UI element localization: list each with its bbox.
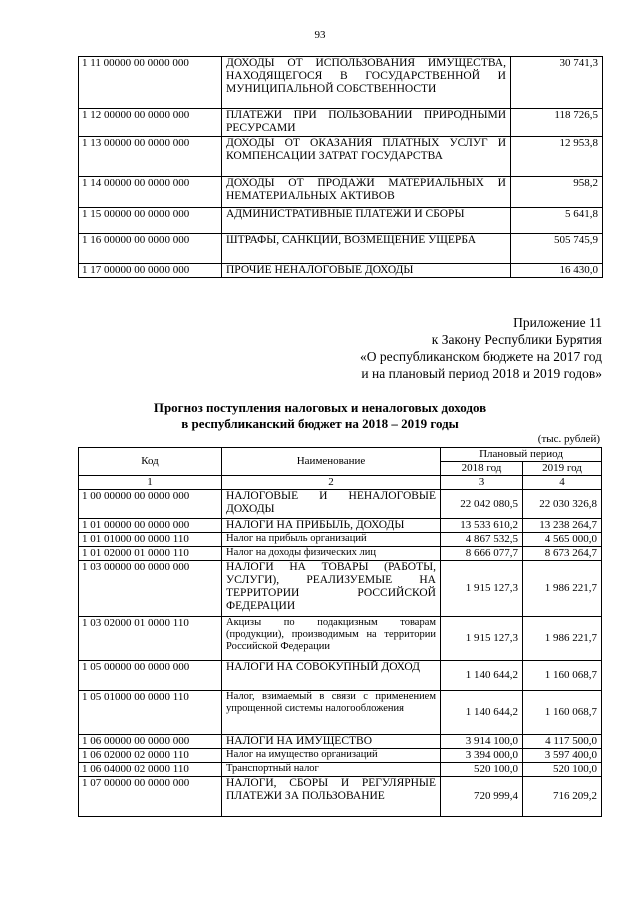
row-value: 16 430,0 bbox=[511, 264, 603, 278]
table-row bbox=[79, 137, 603, 177]
row-name: Налог на доходы физических лиц bbox=[222, 547, 441, 561]
header-name: Наименование bbox=[222, 448, 441, 476]
header-period: Плановый период bbox=[441, 448, 602, 462]
row-name: ДОХОДЫ ОТ ИСПОЛЬЗОВАНИЯ ИМУЩЕСТВА, НАХОДЯЩЕГОСЯ В ГОСУДАРСТВЕННОЙ И МУНИЦИПАЛЬНОЙ СОБСТВЕННОСТИ bbox=[222, 57, 511, 109]
header-year-2019: 2019 год bbox=[523, 462, 602, 476]
row-name: Акцизы по подакцизным товарам (продукции), производимым на территории Российской Федерации bbox=[222, 617, 441, 661]
row-2018: 8 666 077,7 bbox=[441, 547, 523, 561]
row-2019: 1 160 068,7 bbox=[523, 661, 602, 691]
row-code: 1 15 00000 00 0000 000 bbox=[79, 208, 222, 234]
column-numbers-row bbox=[79, 476, 602, 490]
row-2018: 3 394 000,0 bbox=[441, 749, 523, 763]
row-code: 1 01 01000 00 0000 110 bbox=[79, 533, 222, 547]
row-2018: 22 042 080,5 bbox=[441, 490, 523, 519]
row-code: 1 13 00000 00 0000 000 bbox=[79, 137, 222, 177]
row-value: 5 641,8 bbox=[511, 208, 603, 234]
table-row bbox=[79, 749, 602, 763]
row-code: 1 03 00000 00 0000 000 bbox=[79, 561, 222, 617]
row-name: ПЛАТЕЖИ ПРИ ПОЛЬЗОВАНИИ ПРИРОДНЫМИ РЕСУРСАМИ bbox=[222, 109, 511, 137]
row-2019: 716 209,2 bbox=[523, 777, 602, 817]
row-2018: 13 533 610,2 bbox=[441, 519, 523, 533]
appendix-line: Приложение 11 bbox=[513, 315, 602, 330]
appendix-line: к Закону Республики Бурятия bbox=[431, 332, 602, 347]
row-name: ПРОЧИЕ НЕНАЛОГОВЫЕ ДОХОДЫ bbox=[222, 264, 511, 278]
table-row bbox=[79, 234, 603, 264]
appendix-heading bbox=[360, 314, 602, 382]
row-2018: 720 999,4 bbox=[441, 777, 523, 817]
row-name: НАЛОГИ НА СОВОКУПНЫЙ ДОХОД bbox=[222, 661, 441, 691]
column-number: 4 bbox=[523, 476, 602, 490]
table-row bbox=[79, 661, 602, 691]
title-line: в республиканский бюджет на 2018 – 2019 годы bbox=[181, 416, 459, 431]
table-row bbox=[79, 57, 603, 109]
row-name: ДОХОДЫ ОТ ПРОДАЖИ МАТЕРИАЛЬНЫХ И НЕМАТЕРИАЛЬНЫХ АКТИВОВ bbox=[222, 177, 511, 208]
row-code: 1 01 02000 01 0000 110 bbox=[79, 547, 222, 561]
row-code: 1 05 01000 00 0000 110 bbox=[79, 691, 222, 735]
row-code: 1 03 02000 01 0000 110 bbox=[79, 617, 222, 661]
table-row bbox=[79, 617, 602, 661]
row-2018: 1 140 644,2 bbox=[441, 661, 523, 691]
row-2018: 1 915 127,3 bbox=[441, 617, 523, 661]
row-2018: 3 914 100,0 bbox=[441, 735, 523, 749]
table-row bbox=[79, 208, 603, 234]
row-name: ДОХОДЫ ОТ ОКАЗАНИЯ ПЛАТНЫХ УСЛУГ И КОМПЕНСАЦИИ ЗАТРАТ ГОСУДАРСТВА bbox=[222, 137, 511, 177]
row-name: НАЛОГИ НА ПРИБЫЛЬ, ДОХОДЫ bbox=[222, 519, 441, 533]
table-row bbox=[79, 177, 603, 208]
table-row bbox=[79, 547, 602, 561]
nontax-revenue-table bbox=[78, 56, 603, 278]
row-value: 505 745,9 bbox=[511, 234, 603, 264]
row-code: 1 17 00000 00 0000 000 bbox=[79, 264, 222, 278]
row-code: 1 05 00000 00 0000 000 bbox=[79, 661, 222, 691]
row-code: 1 06 00000 00 0000 000 bbox=[79, 735, 222, 749]
row-code: 1 06 02000 02 0000 110 bbox=[79, 749, 222, 763]
page-number: 93 bbox=[314, 29, 326, 41]
appendix-line: и на плановый период 2018 и 2019 годов» bbox=[361, 366, 602, 381]
header-code: Код bbox=[79, 448, 222, 476]
table-row bbox=[79, 691, 602, 735]
table-row bbox=[79, 519, 602, 533]
row-2019: 22 030 326,8 bbox=[523, 490, 602, 519]
row-2018: 520 100,0 bbox=[441, 763, 523, 777]
table-row bbox=[79, 777, 602, 817]
column-number: 3 bbox=[441, 476, 523, 490]
row-code: 1 12 00000 00 0000 000 bbox=[79, 109, 222, 137]
row-name: НАЛОГОВЫЕ И НЕНАЛОГОВЫЕ ДОХОДЫ bbox=[222, 490, 441, 519]
row-2019: 1 986 221,7 bbox=[523, 561, 602, 617]
table-row bbox=[79, 490, 602, 519]
row-value: 12 953,8 bbox=[511, 137, 603, 177]
row-2019: 3 597 400,0 bbox=[523, 749, 602, 763]
title-line: Прогноз поступления налоговых и неналоговых доходов bbox=[153, 400, 487, 415]
row-code: 1 16 00000 00 0000 000 bbox=[79, 234, 222, 264]
forecast-table bbox=[78, 447, 602, 817]
table-row bbox=[79, 109, 603, 137]
units-note: (тыс. рублей) bbox=[537, 433, 600, 445]
row-2019: 13 238 264,7 bbox=[523, 519, 602, 533]
row-value: 30 741,3 bbox=[511, 57, 603, 109]
row-2019: 520 100,0 bbox=[523, 763, 602, 777]
row-name: Транспортный налог bbox=[222, 763, 441, 777]
header-row bbox=[79, 448, 602, 462]
row-value: 118 726,5 bbox=[511, 109, 603, 137]
row-name: Налог на прибыль организаций bbox=[222, 533, 441, 547]
document-title bbox=[0, 400, 640, 432]
row-2019: 8 673 264,7 bbox=[523, 547, 602, 561]
table-row bbox=[79, 561, 602, 617]
row-2019: 4 565 000,0 bbox=[523, 533, 602, 547]
row-name: НАЛОГИ, СБОРЫ И РЕГУЛЯРНЫЕ ПЛАТЕЖИ ЗА ПОЛЬЗОВАНИЕ bbox=[222, 777, 441, 817]
row-code: 1 00 00000 00 0000 000 bbox=[79, 490, 222, 519]
row-2018: 4 867 532,5 bbox=[441, 533, 523, 547]
row-name: Налог, взимаемый в связи с применением упрощенной системы налогообложения bbox=[222, 691, 441, 735]
row-code: 1 14 00000 00 0000 000 bbox=[79, 177, 222, 208]
table-row bbox=[79, 735, 602, 749]
column-number: 1 bbox=[79, 476, 222, 490]
table-row bbox=[79, 763, 602, 777]
row-value: 958,2 bbox=[511, 177, 603, 208]
row-code: 1 07 00000 00 0000 000 bbox=[79, 777, 222, 817]
table-row bbox=[79, 533, 602, 547]
row-2018: 1 140 644,2 bbox=[441, 691, 523, 735]
appendix-line: «О республиканском бюджете на 2017 год bbox=[359, 349, 602, 364]
row-2019: 4 117 500,0 bbox=[523, 735, 602, 749]
row-2018: 1 915 127,3 bbox=[441, 561, 523, 617]
row-2019: 1 160 068,7 bbox=[523, 691, 602, 735]
column-number: 2 bbox=[222, 476, 441, 490]
row-name: НАЛОГИ НА ТОВАРЫ (РАБОТЫ, УСЛУГИ), РЕАЛИЗУЕМЫЕ НА ТЕРРИТОРИИ РОССИЙСКОЙ ФЕДЕРАЦИИ bbox=[222, 561, 441, 617]
row-2019: 1 986 221,7 bbox=[523, 617, 602, 661]
table-row bbox=[79, 264, 603, 278]
row-code: 1 06 04000 02 0000 110 bbox=[79, 763, 222, 777]
row-name: Налог на имущество организаций bbox=[222, 749, 441, 763]
row-name: АДМИНИСТРАТИВНЫЕ ПЛАТЕЖИ И СБОРЫ bbox=[222, 208, 511, 234]
row-name: НАЛОГИ НА ИМУЩЕСТВО bbox=[222, 735, 441, 749]
row-name: ШТРАФЫ, САНКЦИИ, ВОЗМЕЩЕНИЕ УЩЕРБА bbox=[222, 234, 511, 264]
row-code: 1 11 00000 00 0000 000 bbox=[79, 57, 222, 109]
header-year-2018: 2018 год bbox=[441, 462, 523, 476]
row-code: 1 01 00000 00 0000 000 bbox=[79, 519, 222, 533]
